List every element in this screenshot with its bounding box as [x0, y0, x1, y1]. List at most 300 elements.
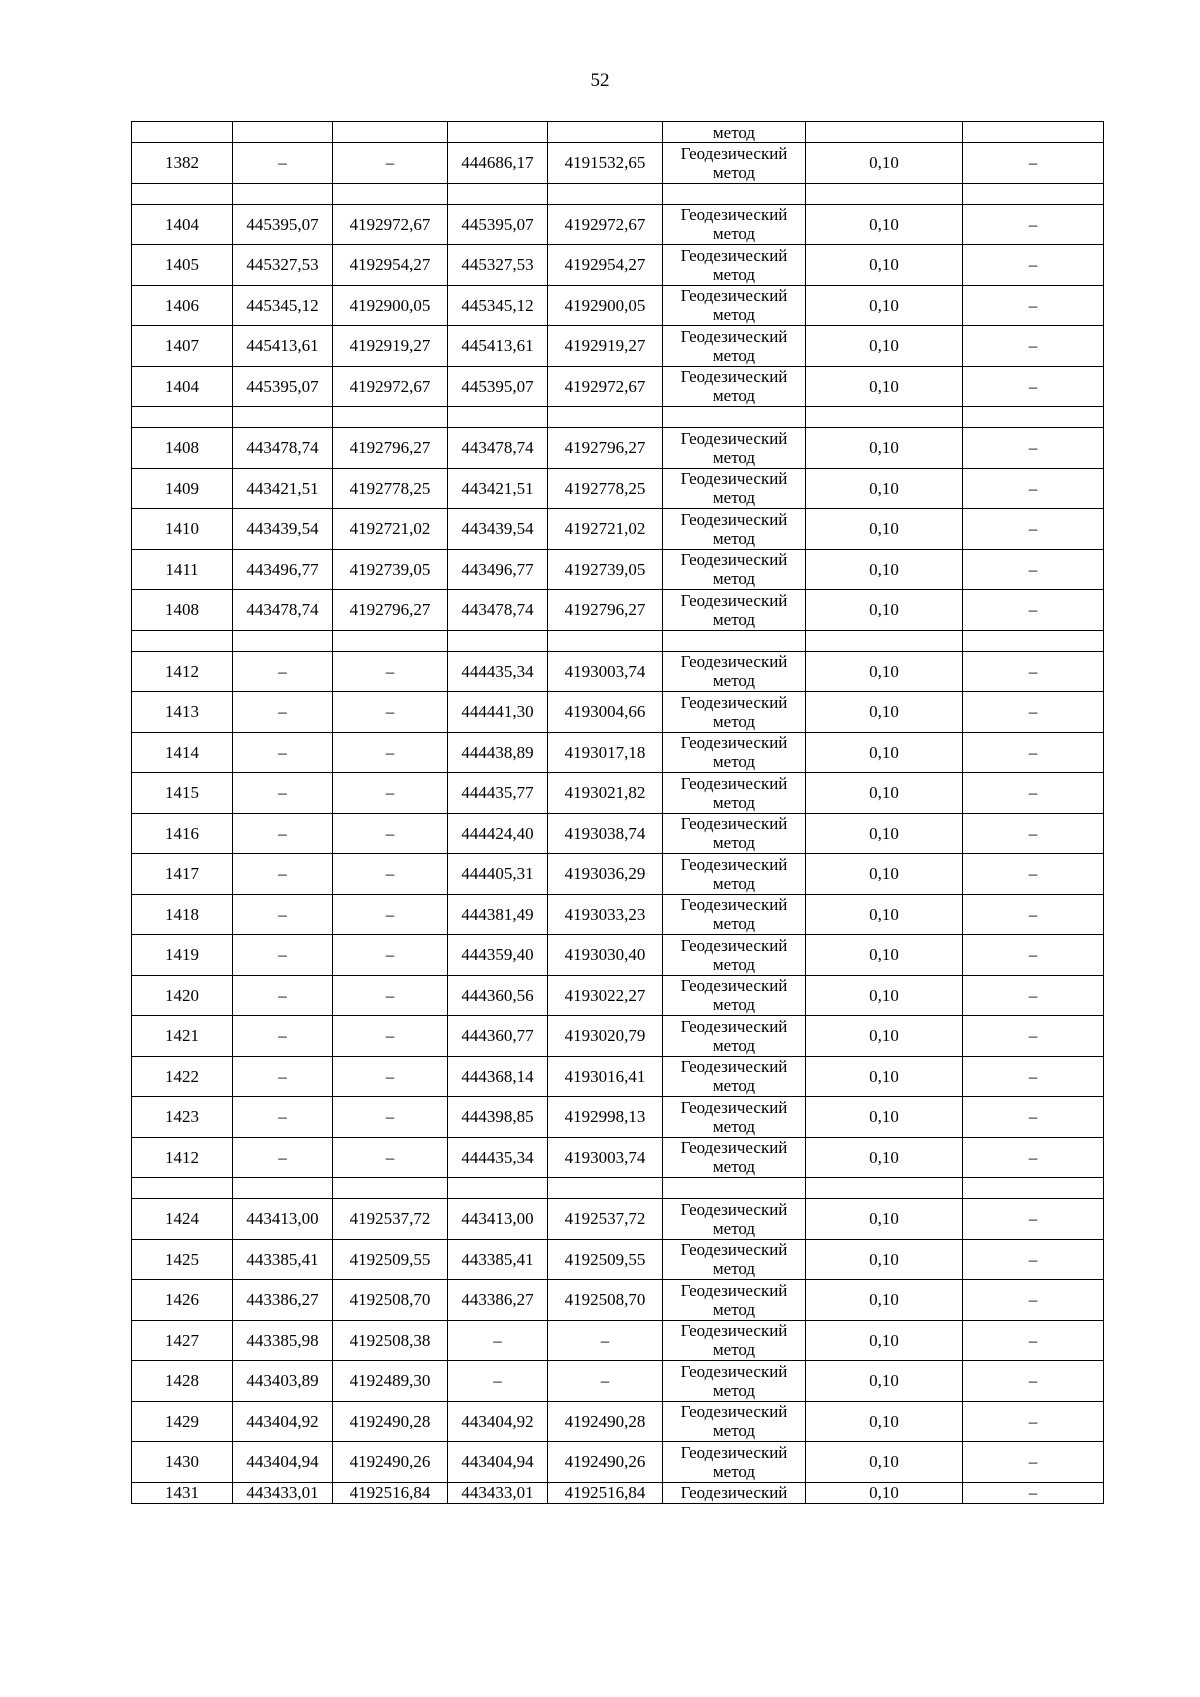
cell-empty — [333, 630, 448, 651]
cell-y-new: 4193033,23 — [548, 894, 663, 935]
cell-method: Геодезический метод — [663, 813, 806, 854]
separator-row — [132, 183, 1104, 204]
cell-y-new: 4193036,29 — [548, 854, 663, 895]
cell-empty — [233, 1178, 333, 1199]
cell-x-existing: 443439,54 — [233, 509, 333, 550]
cell-empty — [233, 183, 333, 204]
cell-x-existing: – — [233, 1056, 333, 1097]
cell-note: – — [963, 854, 1104, 895]
cell-note: – — [963, 468, 1104, 509]
cell-x-new: 445327,53 — [448, 245, 548, 286]
cell-accuracy: 0,10 — [806, 1097, 963, 1138]
table-row — [132, 1097, 1104, 1138]
cell-accuracy: 0,10 — [806, 1056, 963, 1097]
cell-method: Геодезический метод — [663, 143, 806, 184]
cell-point-number: 1408 — [132, 590, 233, 631]
cell-empty — [963, 122, 1104, 143]
table-row — [132, 975, 1104, 1016]
coordinates-table — [131, 121, 1104, 1504]
cell-y-existing: 4192490,26 — [333, 1442, 448, 1483]
cell-y-new: 4192796,27 — [548, 590, 663, 631]
table-row — [132, 692, 1104, 733]
cell-accuracy: 0,10 — [806, 1016, 963, 1057]
cell-point-number: 1418 — [132, 894, 233, 935]
cell-y-existing: 4192537,72 — [333, 1199, 448, 1240]
cell-note: – — [963, 143, 1104, 184]
cell-y-new: 4192739,05 — [548, 549, 663, 590]
table-row — [132, 428, 1104, 469]
cell-y-new: 4192919,27 — [548, 326, 663, 367]
cell-x-existing: 443403,89 — [233, 1361, 333, 1402]
cell-y-existing: – — [333, 854, 448, 895]
cell-note: – — [963, 773, 1104, 814]
cell-note: – — [963, 813, 1104, 854]
cell-y-new: 4193004,66 — [548, 692, 663, 733]
cell-method: Геодезический метод — [663, 975, 806, 1016]
table-row — [132, 143, 1104, 184]
cell-note: – — [963, 245, 1104, 286]
cell-y-new: 4192490,26 — [548, 1442, 663, 1483]
cell-y-existing: 4192739,05 — [333, 549, 448, 590]
table-row — [132, 1137, 1104, 1178]
cell-y-new: 4192972,67 — [548, 366, 663, 407]
cell-empty — [233, 122, 333, 143]
cell-x-new: 443385,41 — [448, 1239, 548, 1280]
cell-method: Геодезический метод — [663, 935, 806, 976]
cell-x-existing: – — [233, 894, 333, 935]
cell-point-number: 1405 — [132, 245, 233, 286]
separator-row — [132, 407, 1104, 428]
cell-point-number: 1404 — [132, 366, 233, 407]
cell-x-existing: – — [233, 813, 333, 854]
cell-y-existing: – — [333, 732, 448, 773]
cell-method: Геодезический метод — [663, 549, 806, 590]
cell-empty — [806, 122, 963, 143]
cell-point-number: 1411 — [132, 549, 233, 590]
cell-y-new: 4193030,40 — [548, 935, 663, 976]
cell-y-new: 4192900,05 — [548, 285, 663, 326]
cell-point-number: 1429 — [132, 1401, 233, 1442]
cell-x-existing: 445395,07 — [233, 204, 333, 245]
cell-method: Геодезический метод — [663, 651, 806, 692]
separator-row — [132, 630, 1104, 651]
cell-y-existing: 4192489,30 — [333, 1361, 448, 1402]
cell-empty — [963, 1178, 1104, 1199]
cell-method: Геодезический метод — [663, 1320, 806, 1361]
cell-method: Геодезический метод — [663, 1280, 806, 1321]
cell-accuracy: 0,10 — [806, 692, 963, 733]
cell-y-existing: – — [333, 692, 448, 733]
cell-empty — [963, 183, 1104, 204]
cell-empty — [663, 1178, 806, 1199]
cell-note: – — [963, 692, 1104, 733]
cell-method: Геодезический метод — [663, 773, 806, 814]
cell-point-number: 1423 — [132, 1097, 233, 1138]
cell-x-new: 443413,00 — [448, 1199, 548, 1240]
cell-note: – — [963, 366, 1104, 407]
cell-accuracy: 0,10 — [806, 1137, 963, 1178]
cell-method: Геодезический метод — [663, 326, 806, 367]
cell-x-existing: 443496,77 — [233, 549, 333, 590]
cell-accuracy: 0,10 — [806, 975, 963, 1016]
cell-method: Геодезический метод — [663, 692, 806, 733]
cell-x-new: 443478,74 — [448, 590, 548, 631]
cell-y-existing: 4192508,70 — [333, 1280, 448, 1321]
cell-x-existing: 443413,00 — [233, 1199, 333, 1240]
cell-note: – — [963, 1199, 1104, 1240]
cell-x-new: 444360,77 — [448, 1016, 548, 1057]
cell-y-new: 4193038,74 — [548, 813, 663, 854]
cell-method: Геодезический метод — [663, 468, 806, 509]
cell-x-new: 444435,34 — [448, 651, 548, 692]
cell-y-new: 4192516,84 — [548, 1482, 663, 1503]
cell-empty — [132, 183, 233, 204]
cell-point-number: 1420 — [132, 975, 233, 1016]
cell-method: Геодезический метод — [663, 1361, 806, 1402]
cell-x-existing: – — [233, 732, 333, 773]
cell-point-number: 1419 — [132, 935, 233, 976]
cell-x-existing: – — [233, 935, 333, 976]
cell-y-existing: – — [333, 975, 448, 1016]
cell-y-existing: 4192954,27 — [333, 245, 448, 286]
table-row — [132, 1239, 1104, 1280]
cell-x-existing: – — [233, 975, 333, 1016]
cell-accuracy: 0,10 — [806, 549, 963, 590]
cell-x-existing: – — [233, 143, 333, 184]
cell-y-new: 4193021,82 — [548, 773, 663, 814]
cell-empty — [663, 407, 806, 428]
cell-y-existing: 4192900,05 — [333, 285, 448, 326]
table-row — [132, 1442, 1104, 1483]
cell-accuracy: 0,10 — [806, 245, 963, 286]
cell-note: – — [963, 1442, 1104, 1483]
cell-x-existing: – — [233, 692, 333, 733]
cell-empty — [806, 407, 963, 428]
cell-y-new: 4192721,02 — [548, 509, 663, 550]
cell-x-new: 443496,77 — [448, 549, 548, 590]
table-row — [132, 854, 1104, 895]
cell-y-existing: 4192509,55 — [333, 1239, 448, 1280]
cell-empty — [963, 630, 1104, 651]
cell-note: – — [963, 549, 1104, 590]
cell-y-new: 4193020,79 — [548, 1016, 663, 1057]
cell-x-existing: – — [233, 1097, 333, 1138]
cell-accuracy: 0,10 — [806, 935, 963, 976]
cell-point-number: 1426 — [132, 1280, 233, 1321]
cell-note: – — [963, 1361, 1104, 1402]
cell-method: Геодезический метод — [663, 590, 806, 631]
cell-y-new: 4193022,27 — [548, 975, 663, 1016]
cell-method: Геодезический метод — [663, 1016, 806, 1057]
cell-x-new: 445395,07 — [448, 204, 548, 245]
cell-empty — [233, 407, 333, 428]
cell-accuracy: 0,10 — [806, 143, 963, 184]
cell-y-new: 4192508,70 — [548, 1280, 663, 1321]
cell-point-number: 1404 — [132, 204, 233, 245]
cell-method: Геодезический метод — [663, 1056, 806, 1097]
cell-empty — [806, 1178, 963, 1199]
cell-point-number: 1415 — [132, 773, 233, 814]
cell-note: – — [963, 732, 1104, 773]
cell-x-new: 443421,51 — [448, 468, 548, 509]
table-row — [132, 1016, 1104, 1057]
cell-note: – — [963, 1097, 1104, 1138]
cell-note: – — [963, 975, 1104, 1016]
cell-y-new: 4192998,13 — [548, 1097, 663, 1138]
cell-x-existing: – — [233, 773, 333, 814]
cell-y-new: 4192490,28 — [548, 1401, 663, 1442]
cell-point-number: 1410 — [132, 509, 233, 550]
cell-note: – — [963, 1401, 1104, 1442]
cell-method: Геодезический метод — [663, 285, 806, 326]
cell-x-new: 443386,27 — [448, 1280, 548, 1321]
cell-empty — [132, 1178, 233, 1199]
cell-accuracy: 0,10 — [806, 1199, 963, 1240]
cell-y-existing: – — [333, 773, 448, 814]
cell-empty — [963, 407, 1104, 428]
cell-x-new: 444435,77 — [448, 773, 548, 814]
cell-point-number: 1417 — [132, 854, 233, 895]
cell-accuracy: 0,10 — [806, 651, 963, 692]
cell-accuracy: 0,10 — [806, 732, 963, 773]
cell-x-existing: 443404,92 — [233, 1401, 333, 1442]
cell-method: Геодезический метод — [663, 1137, 806, 1178]
cell-x-existing: – — [233, 1137, 333, 1178]
cell-y-new: 4193017,18 — [548, 732, 663, 773]
cell-y-existing: – — [333, 143, 448, 184]
cell-accuracy: 0,10 — [806, 366, 963, 407]
cell-y-new: 4192796,27 — [548, 428, 663, 469]
cell-x-new: 444441,30 — [448, 692, 548, 733]
cell-empty — [548, 122, 663, 143]
cell-empty — [548, 407, 663, 428]
cell-point-number: 1430 — [132, 1442, 233, 1483]
cell-accuracy: 0,10 — [806, 1361, 963, 1402]
page-number: 52 — [590, 70, 610, 91]
cell-y-existing: – — [333, 1056, 448, 1097]
cell-y-new: 4192509,55 — [548, 1239, 663, 1280]
cell-accuracy: 0,10 — [806, 1401, 963, 1442]
cell-y-new: 4193003,74 — [548, 1137, 663, 1178]
cell-y-existing: 4192721,02 — [333, 509, 448, 550]
cell-accuracy: 0,10 — [806, 854, 963, 895]
cell-x-existing: 443433,01 — [233, 1482, 333, 1503]
table-row — [132, 1199, 1104, 1240]
table-row — [132, 1482, 1104, 1503]
cell-method: Геодезический метод — [663, 732, 806, 773]
cell-accuracy: 0,10 — [806, 204, 963, 245]
cell-point-number: 1408 — [132, 428, 233, 469]
cell-y-new: – — [548, 1320, 663, 1361]
cell-point-number: 1406 — [132, 285, 233, 326]
cell-point-number: 1414 — [132, 732, 233, 773]
cell-method: Геодезический метод — [663, 854, 806, 895]
table-row — [132, 732, 1104, 773]
cell-point-number: 1412 — [132, 651, 233, 692]
cell-point-number: 1416 — [132, 813, 233, 854]
cell-y-existing: – — [333, 1016, 448, 1057]
continuation-row — [132, 122, 1104, 143]
cell-x-new: 444405,31 — [448, 854, 548, 895]
cell-x-new: 443433,01 — [448, 1482, 548, 1503]
cell-x-new: 444438,89 — [448, 732, 548, 773]
cell-point-number: 1382 — [132, 143, 233, 184]
cell-empty — [132, 122, 233, 143]
cell-empty — [806, 630, 963, 651]
cell-x-existing: – — [233, 651, 333, 692]
cell-note: – — [963, 326, 1104, 367]
cell-x-existing: – — [233, 1016, 333, 1057]
cell-y-new: 4193003,74 — [548, 651, 663, 692]
cell-point-number: 1413 — [132, 692, 233, 733]
cell-point-number: 1424 — [132, 1199, 233, 1240]
cell-y-existing: – — [333, 894, 448, 935]
cell-x-new: 445413,61 — [448, 326, 548, 367]
cell-note: – — [963, 509, 1104, 550]
coordinates-table-body — [132, 122, 1104, 1504]
cell-note: – — [963, 1056, 1104, 1097]
table-row — [132, 773, 1104, 814]
cell-point-number: 1428 — [132, 1361, 233, 1402]
cell-y-new: – — [548, 1361, 663, 1402]
cell-note: – — [963, 1482, 1104, 1503]
cell-point-number: 1409 — [132, 468, 233, 509]
table-row — [132, 1361, 1104, 1402]
cell-y-existing: – — [333, 1137, 448, 1178]
cell-x-existing: 445395,07 — [233, 366, 333, 407]
cell-y-new: 4192972,67 — [548, 204, 663, 245]
table-row — [132, 1280, 1104, 1321]
cell-accuracy: 0,10 — [806, 813, 963, 854]
cell-accuracy: 0,10 — [806, 1239, 963, 1280]
cell-empty — [333, 407, 448, 428]
cell-x-new: – — [448, 1361, 548, 1402]
cell-accuracy: 0,10 — [806, 590, 963, 631]
table-row — [132, 590, 1104, 631]
cell-method: Геодезический метод — [663, 1097, 806, 1138]
cell-x-existing: 445413,61 — [233, 326, 333, 367]
cell-x-existing: 443478,74 — [233, 428, 333, 469]
cell-accuracy: 0,10 — [806, 773, 963, 814]
cell-note: – — [963, 935, 1104, 976]
cell-note: – — [963, 1239, 1104, 1280]
cell-point-number: 1421 — [132, 1016, 233, 1057]
table-row — [132, 813, 1104, 854]
cell-method: Геодезический метод — [663, 894, 806, 935]
table-row — [132, 285, 1104, 326]
cell-x-existing: – — [233, 854, 333, 895]
cell-point-number: 1412 — [132, 1137, 233, 1178]
cell-method: метод — [663, 122, 806, 143]
cell-empty — [233, 630, 333, 651]
cell-empty — [548, 183, 663, 204]
table-row — [132, 204, 1104, 245]
cell-y-existing: – — [333, 813, 448, 854]
cell-x-new: 444360,56 — [448, 975, 548, 1016]
cell-x-existing: 445327,53 — [233, 245, 333, 286]
cell-empty — [333, 1178, 448, 1199]
table-row — [132, 468, 1104, 509]
cell-note: – — [963, 285, 1104, 326]
cell-x-new: 443404,94 — [448, 1442, 548, 1483]
table-row — [132, 1401, 1104, 1442]
cell-x-existing: 443385,41 — [233, 1239, 333, 1280]
cell-point-number: 1407 — [132, 326, 233, 367]
cell-method: Геодезический метод — [663, 204, 806, 245]
cell-accuracy: 0,10 — [806, 509, 963, 550]
cell-accuracy: 0,10 — [806, 1482, 963, 1503]
cell-accuracy: 0,10 — [806, 468, 963, 509]
cell-x-existing: 445345,12 — [233, 285, 333, 326]
cell-empty — [333, 122, 448, 143]
cell-y-existing: – — [333, 1097, 448, 1138]
cell-point-number: 1425 — [132, 1239, 233, 1280]
cell-empty — [448, 630, 548, 651]
cell-note: – — [963, 1280, 1104, 1321]
table-row — [132, 894, 1104, 935]
cell-y-existing: 4192516,84 — [333, 1482, 448, 1503]
cell-x-new: 444381,49 — [448, 894, 548, 935]
cell-empty — [132, 407, 233, 428]
cell-point-number: 1427 — [132, 1320, 233, 1361]
table-row — [132, 366, 1104, 407]
cell-y-new: 4191532,65 — [548, 143, 663, 184]
cell-method: Геодезический метод — [663, 1442, 806, 1483]
table-row — [132, 1320, 1104, 1361]
cell-point-number: 1422 — [132, 1056, 233, 1097]
cell-y-existing: – — [333, 935, 448, 976]
cell-empty — [448, 122, 548, 143]
cell-accuracy: 0,10 — [806, 326, 963, 367]
cell-y-existing: 4192972,67 — [333, 366, 448, 407]
cell-note: – — [963, 651, 1104, 692]
cell-method: Геодезический метод — [663, 509, 806, 550]
cell-x-new: 445395,07 — [448, 366, 548, 407]
cell-y-existing: 4192972,67 — [333, 204, 448, 245]
cell-y-new: 4192537,72 — [548, 1199, 663, 1240]
cell-y-new: 4192778,25 — [548, 468, 663, 509]
table-row — [132, 326, 1104, 367]
cell-note: – — [963, 1137, 1104, 1178]
cell-x-new: 444368,14 — [448, 1056, 548, 1097]
cell-y-existing: 4192919,27 — [333, 326, 448, 367]
cell-x-existing: 443385,98 — [233, 1320, 333, 1361]
cell-method: Геодезический метод — [663, 428, 806, 469]
cell-method: Геодезический — [663, 1482, 806, 1503]
table-row — [132, 651, 1104, 692]
cell-note: – — [963, 894, 1104, 935]
cell-method: Геодезический метод — [663, 1401, 806, 1442]
cell-empty — [806, 183, 963, 204]
cell-empty — [548, 1178, 663, 1199]
cell-method: Геодезический метод — [663, 366, 806, 407]
cell-y-new: 4193016,41 — [548, 1056, 663, 1097]
cell-accuracy: 0,10 — [806, 285, 963, 326]
table-row — [132, 509, 1104, 550]
table-row — [132, 549, 1104, 590]
cell-y-existing: 4192508,38 — [333, 1320, 448, 1361]
cell-x-new: 444686,17 — [448, 143, 548, 184]
cell-accuracy: 0,10 — [806, 1280, 963, 1321]
cell-x-existing: 443421,51 — [233, 468, 333, 509]
cell-x-new: 445345,12 — [448, 285, 548, 326]
cell-empty — [448, 1178, 548, 1199]
cell-empty — [448, 183, 548, 204]
cell-x-new: 444435,34 — [448, 1137, 548, 1178]
cell-x-new: 444398,85 — [448, 1097, 548, 1138]
cell-empty — [663, 630, 806, 651]
separator-row — [132, 1178, 1104, 1199]
